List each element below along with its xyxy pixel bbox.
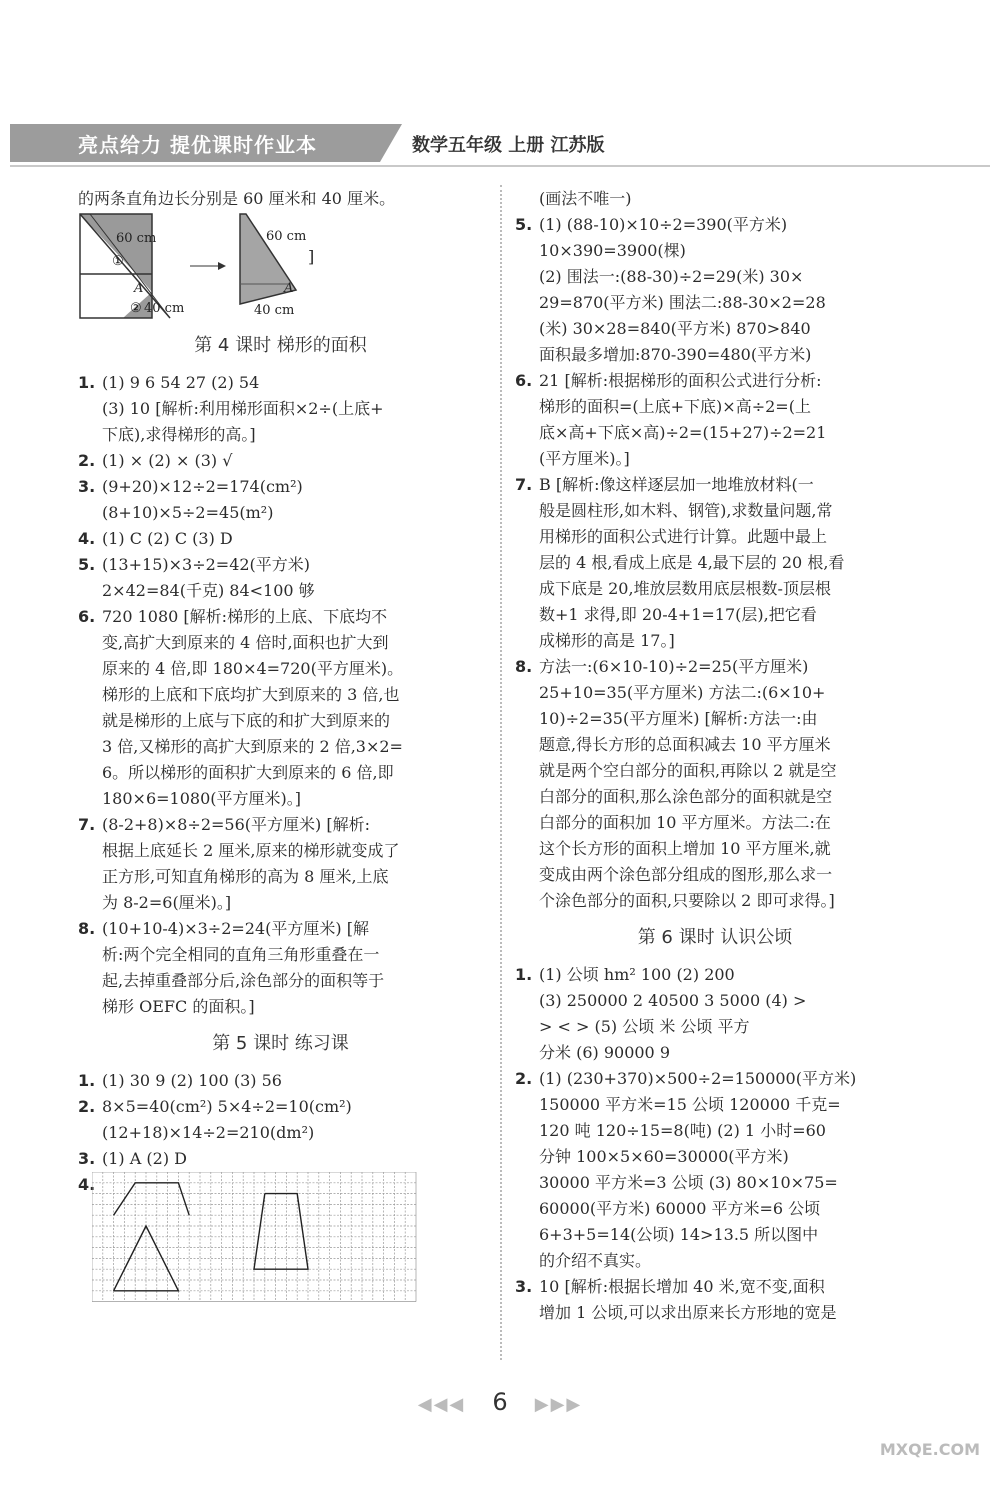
answer-text: 180×6=1080(平方厘米)。] [102, 789, 301, 808]
answer-line [515, 342, 915, 368]
answer-line [515, 706, 915, 732]
answer-text: 这个长方形的面积上增加 10 平方厘米,就 [539, 839, 831, 858]
answer-line [515, 576, 915, 602]
answer-text: 10)÷2=35(平方厘米) [解析:方法一:由 [539, 709, 818, 728]
answer-text: 成梯形的高是 17。] [539, 631, 675, 650]
answer-text: 8×5=40(cm²) 5×4÷2=10(cm²) [102, 1097, 352, 1116]
answer-line [78, 656, 483, 682]
answer-text: 3 倍,又梯形的高扩大到原来的 2 倍,3×2= [102, 737, 403, 756]
question-number: 5. [78, 555, 96, 574]
page-number: 6 [492, 1388, 508, 1416]
answer-line [78, 942, 483, 968]
answer-text: 下底),求得梯形的高。] [102, 425, 256, 444]
answer-line [78, 890, 483, 916]
answer-text: 10 [解析:根据长增加 40 米,宽不变,面积 [539, 1277, 825, 1296]
lesson-4-answers [78, 370, 483, 1020]
answer-text: 析:两个完全相同的直角三角形重叠在一 [102, 945, 380, 964]
answer-text: 30000 平方米=3 公顷 (3) 80×10×75= [539, 1173, 838, 1192]
answer-line [78, 604, 483, 630]
column-divider [500, 185, 502, 1360]
answer-text: 为 8-2=6(厘米)。] [102, 893, 232, 912]
section-title-lesson-5: 第 5 课时 练习课 [212, 1033, 349, 1054]
section-title-lesson-4: 第 4 课时 梯形的面积 [194, 335, 367, 356]
answer-line [515, 212, 915, 238]
answer-text: 梯形 OEFC 的面积。] [102, 997, 255, 1016]
answer-text: > < > (5) 公顷 米 公顷 平方 [539, 1017, 750, 1036]
answer-line [515, 1092, 915, 1118]
answer-line [515, 602, 915, 628]
answer-line [78, 396, 483, 422]
answer-line [78, 760, 483, 786]
answer-text: (12+18)×14÷2=210(dm²) [102, 1123, 315, 1142]
trapezoid-2 [254, 1194, 308, 1270]
answer-line [515, 1118, 915, 1144]
question-number: 2. [78, 1097, 96, 1116]
answer-line [515, 316, 915, 342]
question-number: 7. [78, 815, 96, 834]
answer-line [515, 732, 915, 758]
answer-line [515, 1274, 915, 1300]
answer-line [78, 864, 483, 890]
answer-text: 正方形,可知直角梯形的高为 8 厘米,上底 [102, 867, 389, 886]
answer-line [515, 1066, 915, 1092]
right-answers-bottom [515, 962, 915, 1326]
answer-line [515, 962, 915, 988]
answer-line [515, 186, 915, 212]
answer-text: 的介绍不真实。 [539, 1251, 652, 1270]
book-subject: 数学五年级 上册 江苏版 [412, 135, 605, 156]
section-title-lesson-6: 第 6 课时 认识公顷 [637, 927, 793, 948]
answer-line [78, 968, 483, 994]
answer-line [78, 474, 483, 500]
answer-line [78, 500, 483, 526]
answer-line [78, 578, 483, 604]
question-number: 8. [515, 657, 533, 676]
answer-text: (9+20)×12÷2=174(cm²) [102, 477, 303, 496]
arrow-head [218, 262, 226, 270]
answer-text: 分米 (6) 90000 9 [539, 1043, 671, 1062]
answer-text: (2) 围法一:(88-30)÷2=29(米) 30× [539, 267, 804, 286]
answer-line [78, 1120, 483, 1146]
answer-text: 6。所以梯形的面积扩大到原来的 6 倍,即 [102, 763, 394, 782]
answer-text: (10+10-4)×3÷2=24(平方厘米) [解 [102, 919, 369, 938]
question-number: 1. [78, 373, 96, 392]
answer-text: (1) 30 9 (2) 100 (3) 56 [102, 1071, 282, 1090]
answer-line [78, 448, 483, 474]
answer-text: 白部分的面积加 10 平方厘米。方法二:在 [539, 813, 831, 832]
header-divider [10, 165, 990, 167]
answer-text: (画法不唯一) [539, 189, 632, 208]
label-60cm-left: 60 cm [116, 231, 157, 246]
answer-text: 成下底是 20,堆放层数用底层根数-顶层根 [539, 579, 831, 598]
question-number: 1. [515, 965, 533, 984]
answer-text: (3) 10 [解析:利用梯形面积×2÷(上底+ [102, 399, 384, 418]
answer-text: 就是梯形的上底与下底的和扩大到原来的 [102, 711, 391, 730]
answer-line [78, 786, 483, 812]
figure-bracket: ] [308, 247, 315, 266]
answer-line [515, 1196, 915, 1222]
answer-text: 25+10=35(平方厘米) 方法二:(6×10+ [539, 683, 826, 702]
label-60cm-right: 60 cm [266, 229, 307, 244]
answer-text: (1) C (2) C (3) D [102, 529, 233, 548]
answer-text: 梯形的上底和下底均扩大到原来的 3 倍,也 [102, 685, 400, 704]
question-number: 7. [515, 475, 533, 494]
question-number: 2. [78, 451, 96, 470]
answer-text: 720 1080 [解析:梯形的上底、下底均不 [102, 607, 388, 626]
answer-text: 29=870(平方米) 围法二:88-30×2=28 [539, 293, 826, 312]
question-number: 6. [515, 371, 533, 390]
answer-text: 变,高扩大到原来的 4 倍时,面积也扩大到 [102, 633, 389, 652]
answer-line [515, 1170, 915, 1196]
question-number: 4. [78, 529, 96, 548]
answer-line [78, 370, 483, 396]
right-answers-top [515, 186, 915, 914]
answer-text: 2×42=84(千克) 84<100 够 [102, 581, 315, 600]
answer-line [515, 680, 915, 706]
label-40cm-right: 40 cm [254, 303, 295, 318]
question-number: 3. [78, 1149, 96, 1168]
answer-text: 150000 平方米=15 公顷 120000 千克= [539, 1095, 841, 1114]
answer-text: 底×高+下底×高)÷2=(15+27)÷2=21 [539, 423, 827, 442]
answer-text: 120 吨 120÷15=8(吨) (2) 1 小时=60 [539, 1121, 826, 1140]
page-number-bar [0, 1388, 1000, 1416]
answer-line [515, 420, 915, 446]
question-number: 5. [515, 215, 533, 234]
answer-line [515, 758, 915, 784]
answer-text: 梯形的面积=(上底+下底)×高÷2=(上 [539, 397, 811, 416]
label-40cm-left: 40 cm [144, 301, 185, 316]
answer-line [78, 838, 483, 864]
answer-line [78, 526, 483, 552]
answer-text: 变成由两个涂色部分组成的图形,那么求一 [539, 865, 833, 884]
answer-text: (1) 公顷 hm² 100 (2) 200 [539, 965, 735, 984]
answer-text: 增加 1 公顷,可以求出原来长方形地的宽是 [539, 1303, 837, 1322]
answer-text: (米) 30×28=840(平方米) 870>840 [539, 319, 811, 338]
question-number: 2. [515, 1069, 533, 1088]
answer-line [78, 630, 483, 656]
question-number: 3. [78, 477, 96, 496]
answer-text: 方法一:(6×10-10)÷2=25(平方厘米) [539, 657, 809, 676]
answer-line [78, 734, 483, 760]
answer-line [515, 1300, 915, 1326]
answer-line [515, 238, 915, 264]
answer-line [515, 628, 915, 654]
label-A-right: A [284, 281, 294, 296]
answer-line [515, 862, 915, 888]
answer-line [78, 916, 483, 942]
answer-line [78, 812, 483, 838]
answer-line [515, 784, 915, 810]
answer-line [78, 1146, 483, 1172]
answer-text: 数+1 求得,即 20-4+1=17(层),把它看 [539, 605, 817, 624]
answer-text: 面积最多增加:870-390=480(平方米) [539, 345, 812, 364]
answer-line [515, 1014, 915, 1040]
book-title: 亮点给力 提优课时作业本 [78, 133, 317, 157]
answer-line [515, 836, 915, 862]
next-arrows-icon: ▶▶▶ [534, 1394, 583, 1415]
answer-line [515, 888, 915, 914]
answer-text: (1) A (2) D [102, 1149, 187, 1168]
answer-line [515, 524, 915, 550]
answer-text: 根据上底延长 2 厘米,原来的梯形就变成了 [102, 841, 400, 860]
answer-text: 题意,得长方形的总面积减去 10 平方厘米 [539, 735, 831, 754]
answer-line [515, 1222, 915, 1248]
answer-text: 21 [解析:根据梯形的面积公式进行分析: [539, 371, 822, 390]
answer-line [78, 422, 483, 448]
answer-text: 原来的 4 倍,即 180×4=720(平方厘米)。 [102, 659, 404, 678]
grid-figure [78, 1172, 483, 1302]
answer-text: 就是两个空白部分的面积,再除以 2 就是空 [539, 761, 837, 780]
question-4-number: 4. [78, 1175, 96, 1194]
answer-line [515, 1248, 915, 1274]
answer-text: 白部分的面积,那么涂色部分的面积就是空 [539, 787, 833, 806]
answer-text: (平方厘米)。] [539, 449, 630, 468]
label-A-left: A [134, 281, 144, 296]
answer-text: 6+3+5=14(公顷) 14>13.5 所以图中 [539, 1225, 819, 1244]
answer-text: 个涂色部分的面积,只要除以 2 即可求得。] [539, 891, 835, 910]
answer-line [515, 498, 915, 524]
label-2: ② [130, 301, 142, 316]
answer-line [515, 446, 915, 472]
answer-line [78, 682, 483, 708]
prev-arrows-icon: ◀◀◀ [417, 1394, 466, 1415]
answer-line [515, 654, 915, 680]
answer-line [515, 394, 915, 420]
answer-line [515, 1040, 915, 1066]
answer-text: 分钟 100×5×60=30000(平方米) [539, 1147, 789, 1166]
answer-text: (8-2+8)×8÷2=56(平方厘米) [解析: [102, 815, 370, 834]
watermark-logo: MXQE.COM [879, 1440, 980, 1459]
intro-line: 的两条直角边长分别是 60 厘米和 40 厘米。 [78, 189, 396, 208]
answer-line [78, 708, 483, 734]
answer-line [515, 1144, 915, 1170]
trapezoid-1 [114, 1183, 190, 1215]
triangle-figure [78, 212, 483, 322]
answer-text: 10×390=3900(棵) [539, 241, 686, 260]
answer-text: (1) (88-10)×10÷2=390(平方米) [539, 215, 788, 234]
answer-text: 用梯形的面积公式进行计算。此题中最上 [539, 527, 828, 546]
label-1: ① [112, 254, 124, 269]
answer-line [515, 988, 915, 1014]
triangle-diagram [78, 212, 418, 322]
answer-line [515, 550, 915, 576]
right-column [515, 186, 915, 1326]
answer-line [78, 994, 483, 1020]
answer-text: (1) 9 6 54 27 (2) 54 [102, 373, 260, 392]
grid-drawing [92, 1172, 422, 1302]
answer-line [78, 552, 483, 578]
answer-line [515, 472, 915, 498]
answer-text: 层的 4 根,看成上底是 4,最下层的 20 根,看 [539, 553, 845, 572]
answer-text: (8+10)×5÷2=45(m²) [102, 503, 274, 522]
answer-text: 般是圆柱形,如木料、钢管),求数量问题,常 [539, 501, 833, 520]
answer-line [78, 1094, 483, 1120]
answer-text: (3) 250000 2 40500 3 5000 (4) > [539, 991, 807, 1010]
answer-line [515, 290, 915, 316]
answer-text: (1) (230+370)×500÷2=150000(平方米) [539, 1069, 857, 1088]
answer-line [515, 810, 915, 836]
answer-line [515, 264, 915, 290]
left-column [78, 186, 483, 1302]
header-left-bar-tail [380, 124, 402, 162]
question-number: 6. [78, 607, 96, 626]
answer-text: (1) × (2) × (3) √ [102, 451, 233, 470]
answer-text: (13+15)×3÷2=42(平方米) [102, 555, 311, 574]
answer-text: 60000(平方米) 60000 平方米=6 公顷 [539, 1199, 821, 1218]
question-number: 3. [515, 1277, 533, 1296]
answer-text: 起,去掉重叠部分后,涂色部分的面积等于 [102, 971, 385, 990]
answer-text: B [解析:像这样逐层加一地堆放材料(一 [539, 475, 814, 494]
question-number: 8. [78, 919, 96, 938]
question-number: 1. [78, 1071, 96, 1090]
lesson-5-answers [78, 1068, 483, 1172]
answer-line [78, 1068, 483, 1094]
answer-line [515, 368, 915, 394]
